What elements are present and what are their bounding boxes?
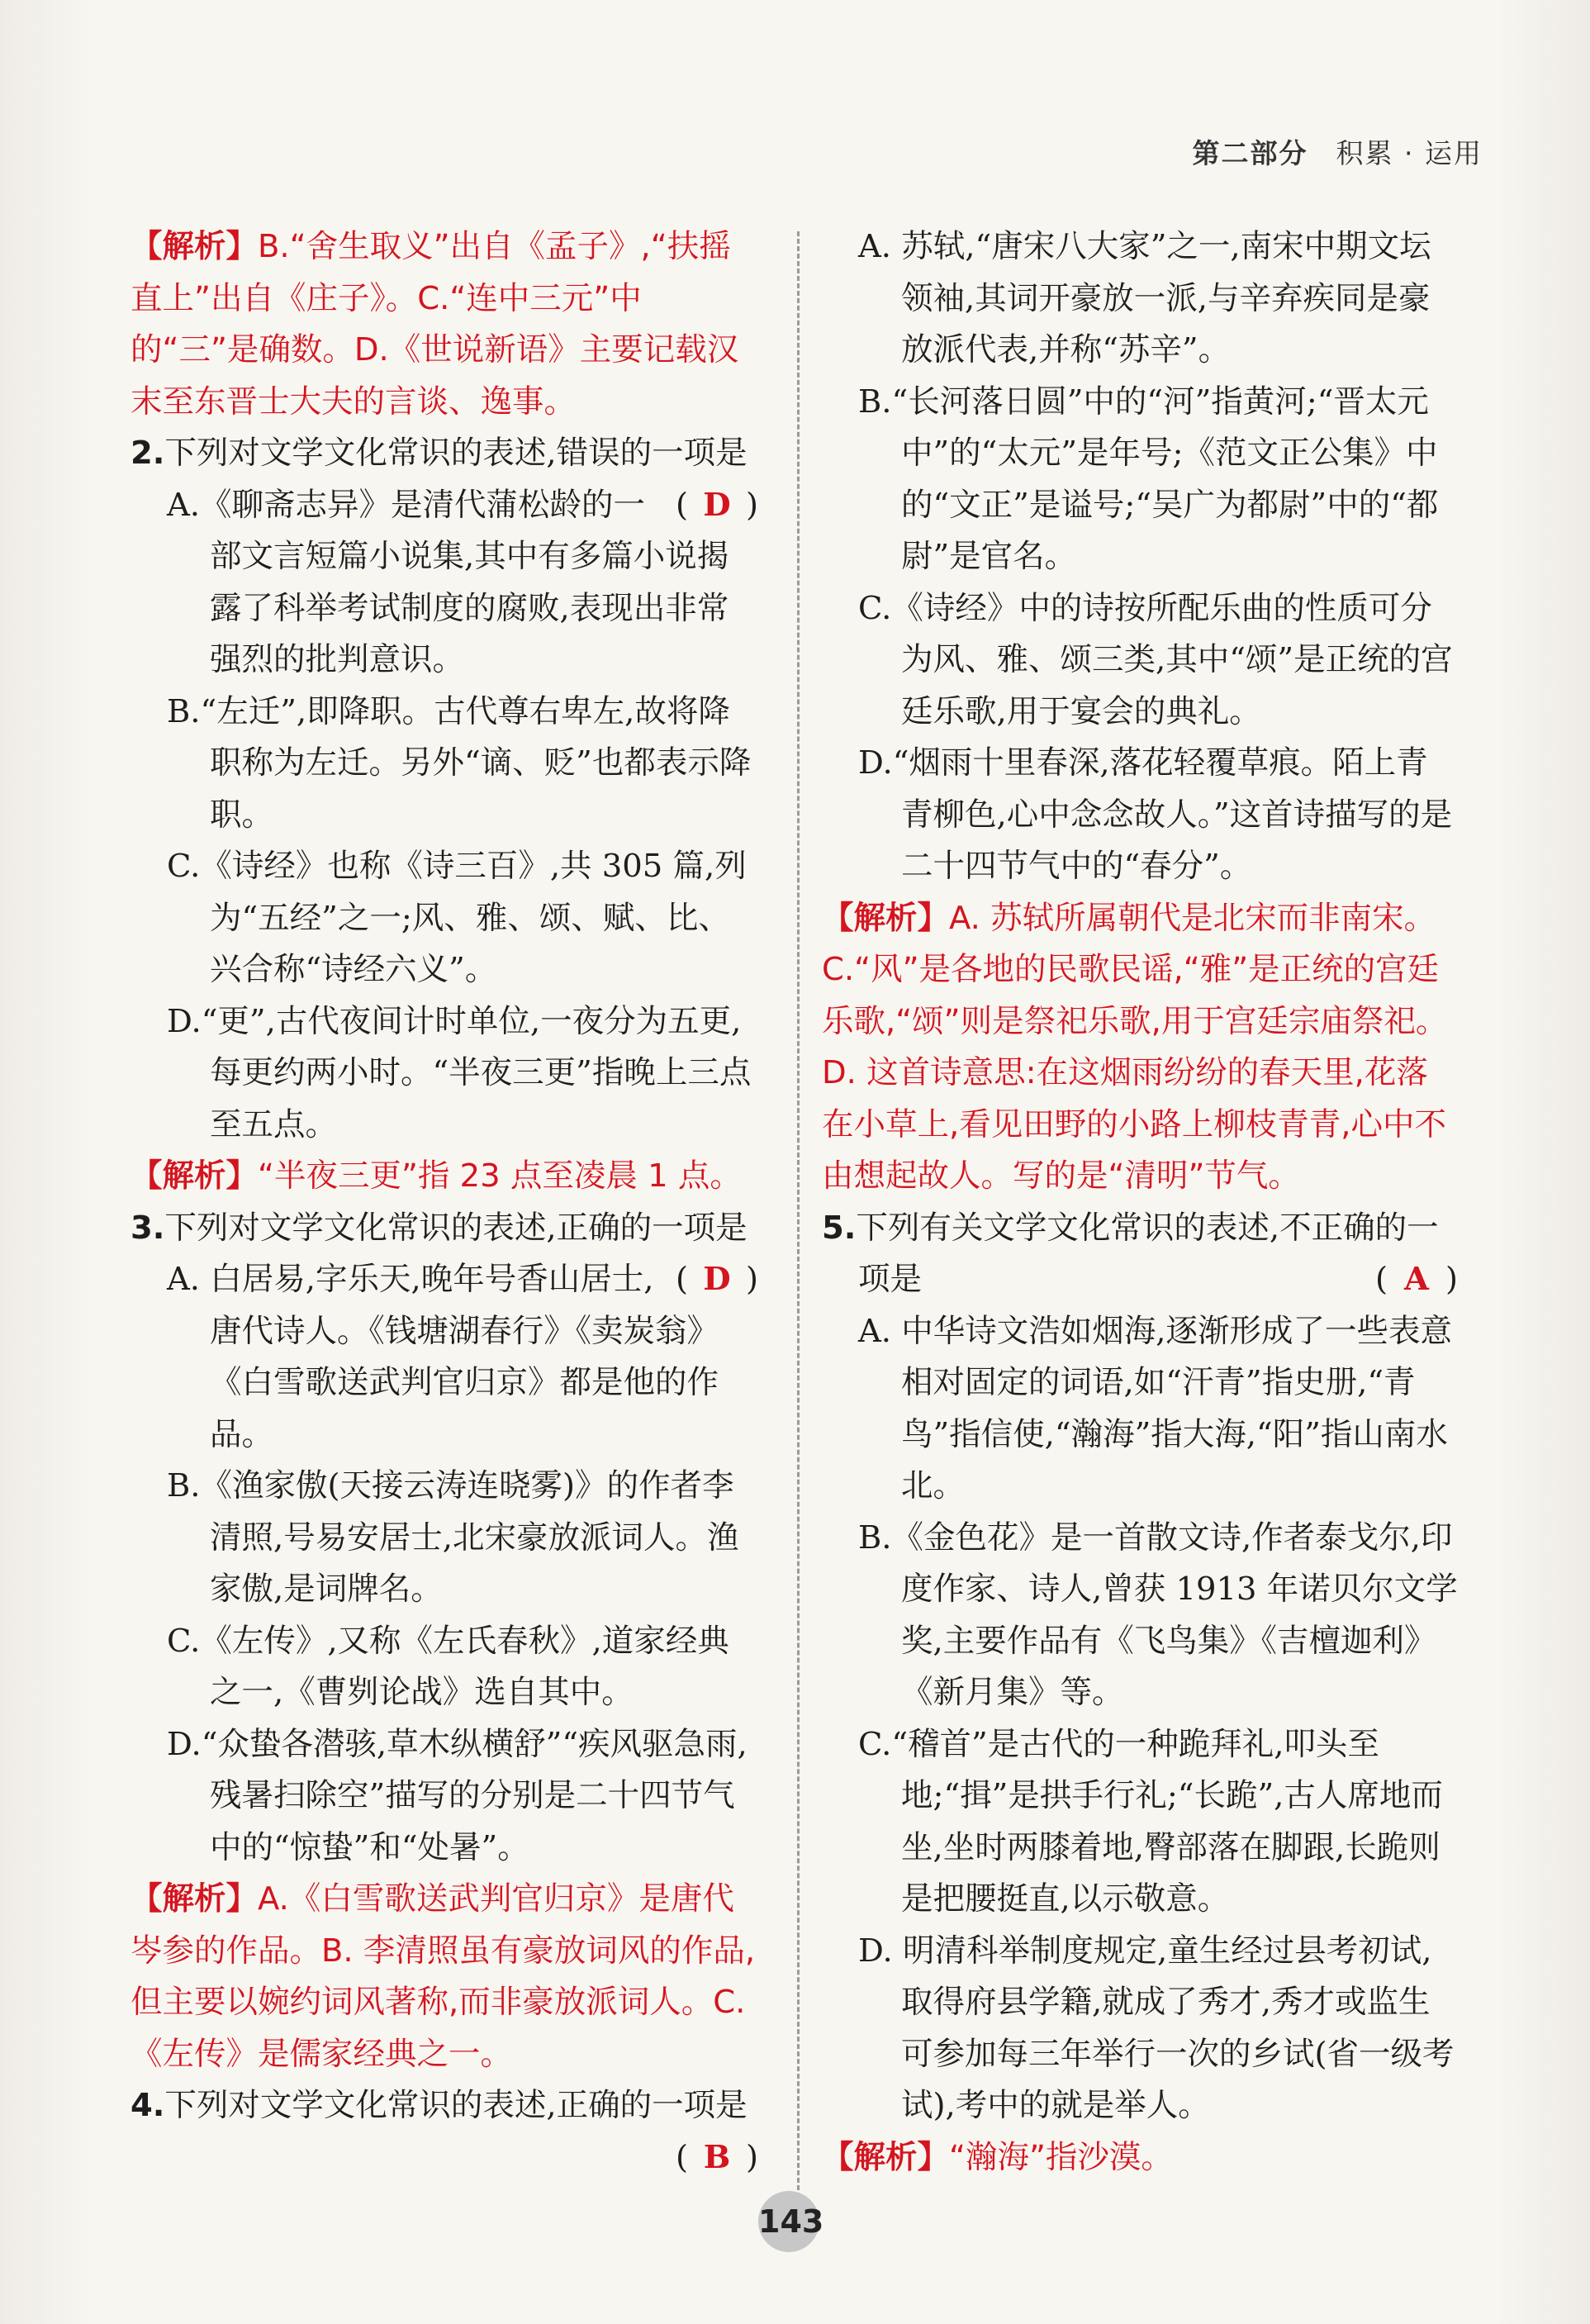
analysis-text: “半夜三更”指 23 点至凌晨 1 点。: [258, 1157, 742, 1195]
analysis-tag: 【解析】: [822, 2138, 950, 2176]
analysis-q5: [822, 2132, 1458, 2184]
analysis-tag: 【解析】: [131, 1880, 259, 1918]
option-b: B.《金色花》是一首散文诗,作者泰戈尔,印度作家、诗人,曾获 1913 年诺贝尔文学奖,主要作品有《飞鸟集》《吉檀迦利》《新月集》等。: [858, 1518, 1458, 1711]
column-divider: [797, 231, 800, 2198]
analysis-tag: 【解析】: [822, 899, 950, 937]
option-a: A. 白居易,字乐天,晚年号香山居士,唐代诗人。《钱塘湖春行》《卖炭翁》《白雪歌送武判官归京》都是他的作品。: [167, 1261, 719, 1453]
question-number: 2.: [131, 435, 165, 472]
answer-bracket: ( D ): [676, 480, 758, 532]
question-5-stem: [822, 1203, 1458, 1306]
option-a: A.《聊斋志异》是清代蒲松龄的一部文言短篇小说集,其中有多篇小说揭露了科举考试制度的腐败,表现出非常强烈的批判意识。: [167, 486, 729, 678]
analysis-text: A.《白雪歌送武判官归京》是唐代岑参的作品。B. 李清照虽有豪放词风的作品,但主要以婉约词风著称,而非豪放派词人。C.《左传》是儒家经典之一。: [131, 1880, 756, 2073]
option-b: B.“长河落日圆”中的“河”指黄河;“晋太元中”的“太元”是年号;《范文正公集》中的“文正”是谥号;“吴广为都尉”中的“都尉”是官名。: [858, 383, 1439, 575]
answer-letter: A: [1404, 1261, 1429, 1298]
option-c: C.“稽首”是古代的一种跪拜礼,叩头至地;“揖”是拱手行礼;“长跪”,古人席地而坐,坐时两膝着地,臀部落在脚跟,长跪则是把腰挺直,以示敬意。: [858, 1725, 1443, 1918]
answer-letter: B: [703, 2138, 731, 2176]
question-number: 5.: [822, 1209, 857, 1247]
question-text: 下列有关文学文化常识的表述,不正确的一项是: [856, 1209, 1439, 1298]
option-a: A. 中华诗文浩如烟海,逐渐形成了一些表意相对固定的词语,如“汗青”指史册,“青鸟”指信使,“瀚海”指大海,“阳”指山南水北。: [858, 1312, 1453, 1504]
option-d: D. 明清科举制度规定,童生经过县考初试,取得府县学籍,就成了秀才,秀才或监生可参加每三年举行一次的乡试(省一级考试),考中的就是举人。: [858, 1932, 1455, 2124]
analysis-q1: [131, 221, 758, 428]
answer-letter: D: [703, 1261, 731, 1298]
question-number: 3.: [131, 1209, 165, 1247]
page-number-badge: 143: [758, 2191, 819, 2252]
answer-bracket: ( A ): [1375, 1254, 1458, 1306]
question-2-stem: [131, 428, 758, 524]
option-d: D.“烟雨十里春深,落花轻覆草痕。陌上青青柳色,心中念念故人。”这首诗描写的是二十四节气中的“春分”。: [858, 744, 1453, 885]
left-column: [131, 221, 758, 2184]
header-section: 积累 · 运用: [1336, 137, 1483, 169]
running-header: [1193, 132, 1483, 171]
analysis-tag: 【解析】: [131, 228, 259, 265]
option-c: C.《诗经》也称《诗三百》,共 305 篇,列为“五经”之一;风、雅、颂、赋、比、兴合称“诗经六义”。: [167, 848, 747, 988]
option-b: B.“左迁”,即降职。古代尊右卑左,故将降职称为左迁。另外“谪、贬”也都表示降职。: [167, 692, 752, 834]
analysis-text: “瀚海”指沙漠。: [949, 2138, 1173, 2176]
option-c: C.《左传》,又称《左氏春秋》,道家经典之一,《曹刿论战》选自其中。: [167, 1622, 729, 1711]
analysis-tag: 【解析】: [131, 1157, 259, 1195]
question-text: 下列对文学文化常识的表述,正确的一项是: [164, 2087, 748, 2124]
analysis-q2: [131, 1151, 758, 1203]
analysis-q4: [822, 893, 1458, 1203]
option-a: A. 苏轼,“唐宋八大家”之一,南宋中期文坛领袖,其词开豪放一派,与辛弃疾同是豪放派代表,并称“苏辛”。: [858, 228, 1431, 368]
question-number: 4.: [131, 2087, 165, 2124]
question-text: 下列对文学文化常识的表述,正确的一项是: [164, 1209, 748, 1247]
analysis-text: A. 苏轼所属朝代是北宋而非南宋。C.“风”是各地的民歌民谣,“雅”是正统的宫廷乐歌,“颂”则是祭祀乐歌,用于宫廷宗庙祭祀。D. 这首诗意思:在这烟雨纷纷的春天里,花落在小草上,看见田野的小路上柳枝青青,心中不由想起故人。写的是“清明”节气。: [822, 899, 1448, 1195]
header-part: 第二部分: [1192, 137, 1308, 169]
option-c: C.《诗经》中的诗按所配乐曲的性质可分为风、雅、颂三类,其中“颂”是正统的宫廷乐歌,用于宴会的典礼。: [858, 589, 1453, 730]
option-d: D.“更”,古代夜间计时单位,一夜分为五更,每更约两小时。“半夜三更”指晚上三点至五点。: [167, 1002, 752, 1143]
question-3-stem: [131, 1203, 758, 1298]
answer-bracket: ( D ): [676, 1254, 758, 1306]
analysis-text: B.“舍生取义”出自《孟子》,“扶摇直上”出自《庄子》。C.“连中三元”中的“三”是确数。D.《世说新语》主要记载汉末至东晋士大夫的言谈、逸事。: [131, 228, 739, 421]
question-4-stem: [131, 2080, 758, 2176]
analysis-q3: [131, 1874, 758, 2080]
option-d: D.“众蛰各潜骇,草木纵横舒”“疾风驱急雨,残暑扫除空”描写的分别是二十四节气中的“惊蛰”和“处暑”。: [167, 1725, 748, 1866]
answer-bracket: ( B ): [676, 2132, 758, 2184]
answer-letter: D: [703, 486, 731, 524]
question-text: 下列对文学文化常识的表述,错误的一项是: [164, 435, 748, 472]
option-b: B.《渔家傲(天接云涛连晓雾)》的作者李清照,号易安居士,北宋豪放派词人。渔家傲,是词牌名。: [167, 1467, 739, 1608]
right-column: [822, 221, 1458, 2184]
